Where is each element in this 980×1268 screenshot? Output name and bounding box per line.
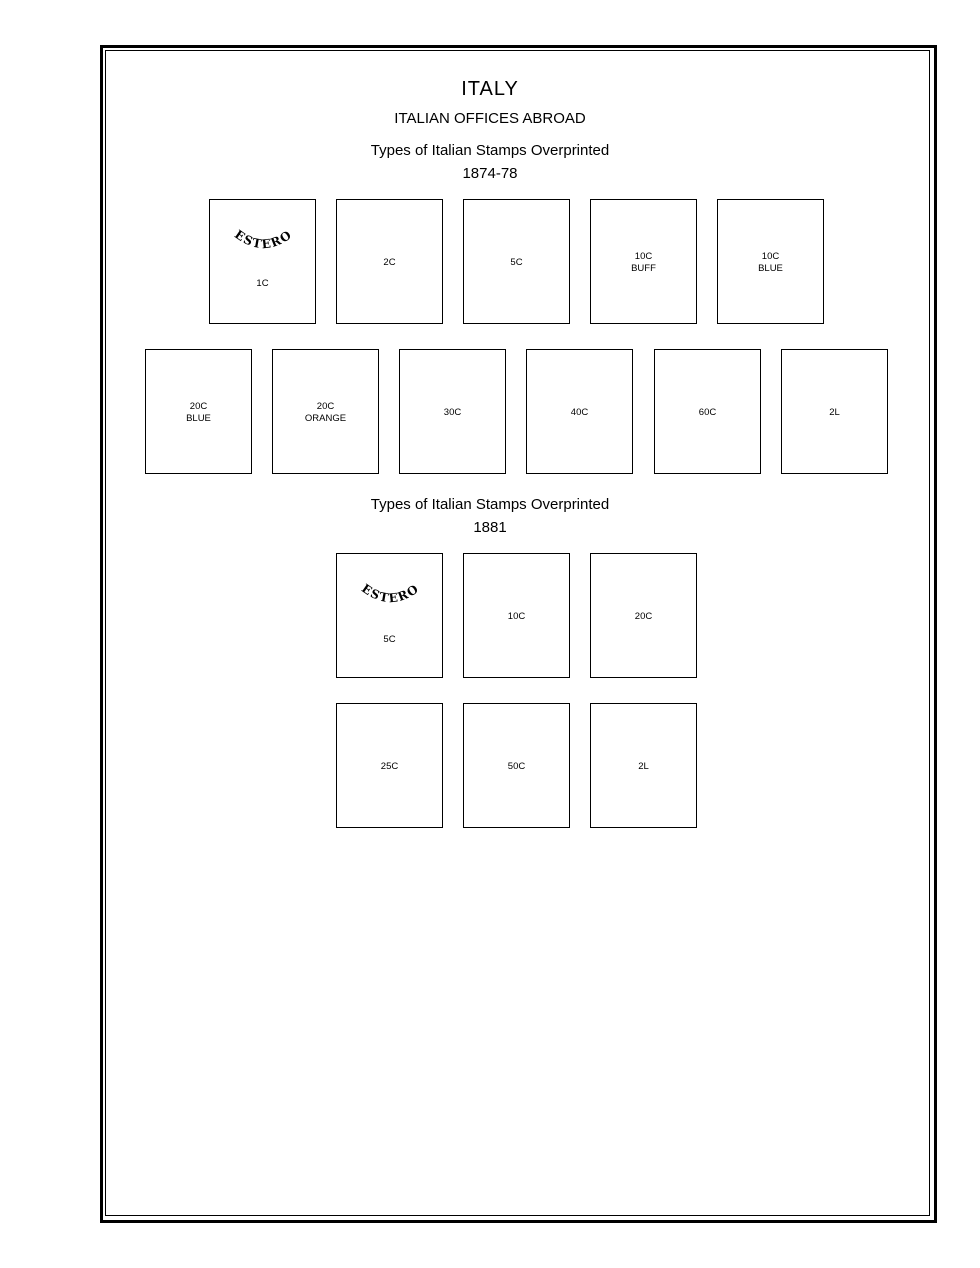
- stamp-label: 2C: [383, 257, 396, 268]
- stamp-space: [463, 199, 570, 324]
- stamp-label: 5C: [510, 257, 523, 268]
- stamp-space: [463, 553, 570, 678]
- stamp-label: 60C: [698, 407, 717, 418]
- stamp-space: [336, 199, 443, 324]
- stamp-color: ORANGE: [304, 413, 347, 424]
- stamp-space: [272, 349, 379, 474]
- page-subtitle: ITALIAN OFFICES ABROAD: [394, 110, 586, 127]
- stamp-label: 25C: [380, 761, 399, 772]
- stamp-color: BUFF: [631, 263, 656, 274]
- stamp-label: 10C: [761, 251, 780, 262]
- stamp-space: [654, 349, 761, 474]
- page-title: ITALY: [461, 78, 519, 100]
- stamp-space: [781, 349, 888, 474]
- stamp-label: 20C: [316, 401, 335, 412]
- stamp-label: 2L: [638, 761, 649, 772]
- section-heading-1874: Types of Italian Stamps Overprinted: [370, 142, 610, 159]
- stamp-label: 20C: [189, 401, 208, 412]
- stamp-label: 30C: [443, 407, 462, 418]
- stamp-label: 20C: [634, 611, 653, 622]
- stamp-space: [717, 199, 824, 324]
- stamp-space: [526, 349, 633, 474]
- stamp-space: [463, 703, 570, 828]
- svg-text:ESTERO: ESTERO: [359, 581, 423, 606]
- stamp-space: [145, 349, 252, 474]
- stamp-space: [590, 703, 697, 828]
- section-year-1874: 1874-78: [462, 165, 518, 182]
- stamp-color: BLUE: [186, 413, 211, 424]
- stamp-space: [590, 553, 697, 678]
- section-year-1881: 1881: [473, 519, 507, 536]
- stamp-space: [336, 553, 443, 678]
- estero-overprint: [210, 215, 317, 255]
- stamp-label: 10C: [634, 251, 653, 262]
- stamp-space: [336, 703, 443, 828]
- stamp-label: 10C: [507, 611, 526, 622]
- svg-text:ESTERO: ESTERO: [232, 227, 296, 252]
- stamp-label: 2L: [829, 407, 840, 418]
- stamp-space: [209, 199, 316, 324]
- estero-overprint: [337, 569, 444, 609]
- stamp-label: 1C: [256, 278, 269, 289]
- stamp-color: BLUE: [758, 263, 783, 274]
- section-heading-1881: Types of Italian Stamps Overprinted: [370, 496, 610, 513]
- stamp-label: 40C: [570, 407, 589, 418]
- stamp-label: 50C: [507, 761, 526, 772]
- stamp-space: [590, 199, 697, 324]
- stamp-label: 5C: [383, 634, 396, 645]
- stamp-space: [399, 349, 506, 474]
